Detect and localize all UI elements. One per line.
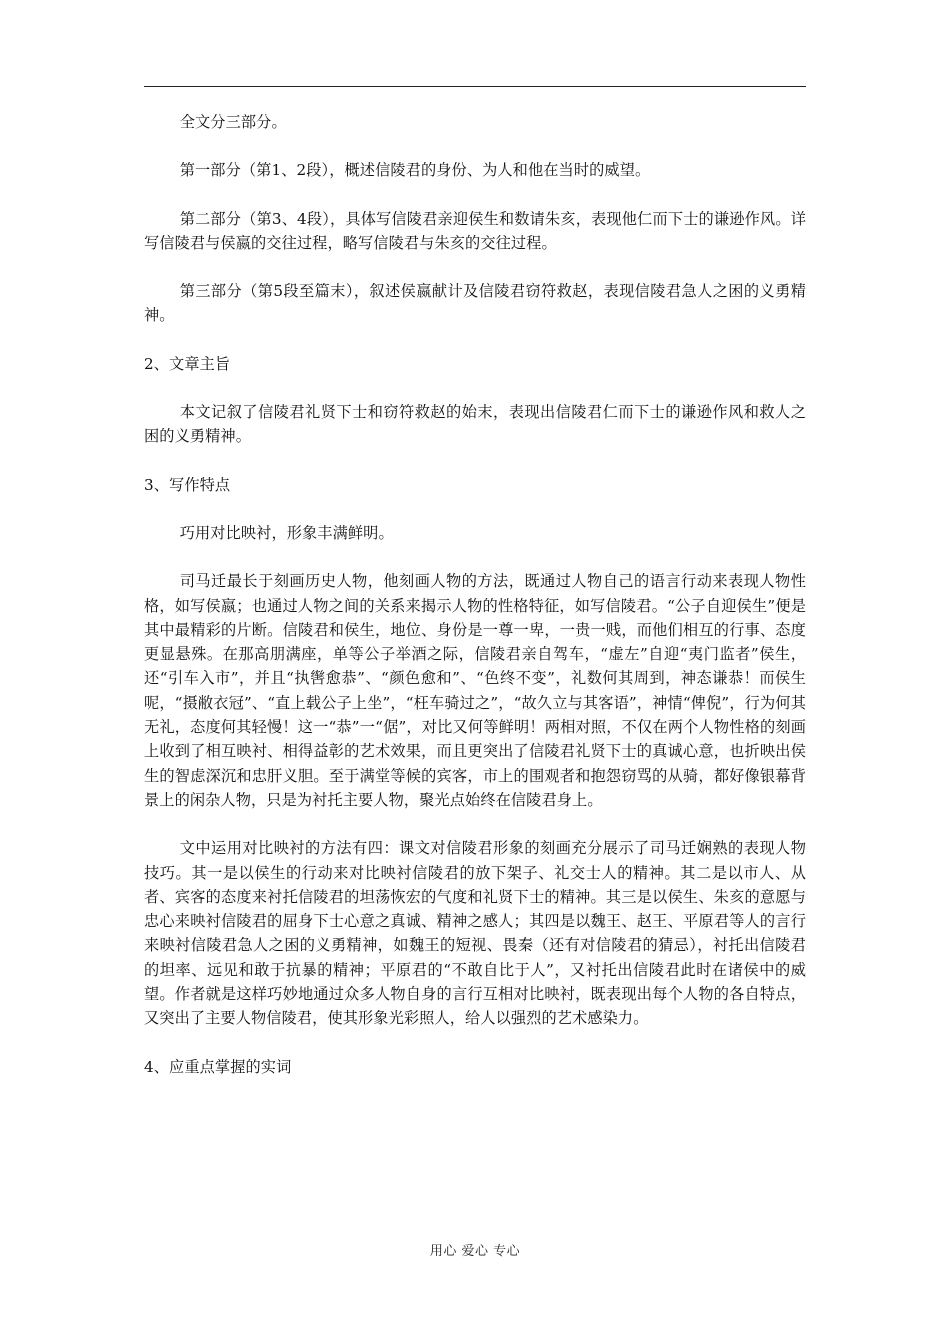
- paragraph-intro: 全文分三部分。: [179, 113, 287, 131]
- paragraph-contrast-methods: 文中运用对比映衬的方法有四：课文对信陵君形象的刻画充分展示了司马迁娴熟的表现人物技巧。其一是以侯生的行动来对比映衬信陵君的放下架子、礼交士人的精神。其二是以市人、从者、宾客的态度来衬托信陵君的坦荡恢宏的气度和礼贤下士的精神。其三是以侯生、朱亥的意愿与忠心来映衬信陵君的屈身下士心意之真诚、精神之感人；其四是以魏王、赵王、平原君等人的言行来映衬信陵君急人之困的义勇精神，如魏王的短视、畏秦（还有对信陵君的猜忌），衬托出信陵君的坦率、远见和敢于抗暴的精神；平原君的“不敢自比于人”，又衬托出信陵君此时在诸侯中的威望。作者就是这样巧妙地通过众多人物自身的言行互相对比映衬，既表现出每个人物的各自特点，又突出了主要人物信陵君，使其形象光彩照人，给人以强烈的艺术感染力。: [144, 839, 806, 1028]
- document-body: [144, 110, 806, 1103]
- paragraph-part-three: 第三部分（第5段至篇末），叙述侯嬴献计及信陵君窃符救赵，表现信陵君急人之困的义勇精神。: [144, 282, 806, 325]
- paragraph-part-two: 第二部分（第3、4段），具体写信陵君亲迎侯生和数请朱亥，表现他仁而下士的谦逊作风。详写信陵君与侯嬴的交往过程，略写信陵君与朱亥的交往过程。: [144, 209, 806, 252]
- section-heading-theme: 2、文章主旨: [144, 354, 231, 373]
- paragraph-feature-summary: 巧用对比映衬，形象丰满鲜明。: [179, 523, 394, 542]
- paragraph-feature-analysis: 司马迁最长于刻画历史人物，他刻画人物的方法，既通过人物自己的语言行动来表现人物性格，如写侯嬴；也通过人物之间的关系来揭示人物的性格特征，如写信陵君。“公子自迎侯生”便是其中最精彩的片断。信陵君和侯生，地位、身份是一尊一卑，一贵一贱，而他们相互的行事、态度更显悬殊。在那高朋满座，单等公子举酒之际，信陵君亲自驾车，“虚左”自迎“夷门监者”侯生，还“引车入市”，并且“执辔愈恭”、“颜色愈和”、“色终不变”，礼数何其周到，神态谦恭！而侯生呢，“摄敝衣冠”、“直上载公子上坐”，“枉车骑过之”，“故久立与其客语”，神情“俾倪”，行为何其无礼，态度何其轻慢！这一“恭”一“倨”，对比又何等鲜明！两相对照，不仅在两个人物性格的刻画上收到了相互映衬、相得益彰的艺术效果，而且更突出了信陵君礼贤下士的真诚心意，也折映出侯生的智虑深沉和忠肝义胆。至于满堂等候的宾客，市上的围观者和抱怨窃骂的从骑，都好像银幕背景上的闲杂人物，只是为衬托主要人物，聚光点始终在信陵君身上。: [144, 572, 806, 809]
- header-rule: [144, 86, 806, 87]
- section-heading-key-words: 4、应重点掌握的实词: [144, 1057, 292, 1076]
- paragraph-theme: 本文记叙了信陵君礼贤下士和窃符救赵的始末，表现出信陵君仁而下士的谦逊作风和救人之困的义勇精神。: [144, 403, 806, 446]
- paragraph-part-one: 第一部分（第1、2段），概述信陵君的身份、为人和他在当时的威望。: [179, 161, 651, 180]
- page-footer: 用心 爱心 专心: [429, 1244, 521, 1259]
- section-heading-writing-features: 3、写作特点: [144, 475, 231, 494]
